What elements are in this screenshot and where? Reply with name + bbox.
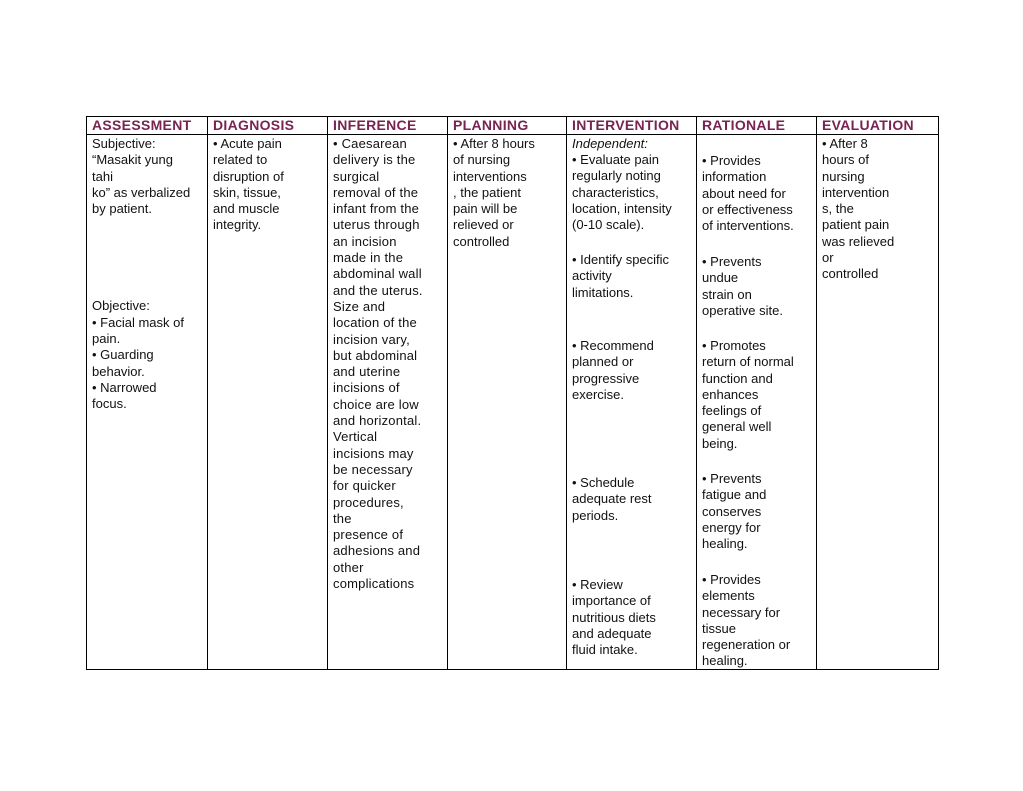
intervention-line: planned or	[572, 354, 634, 370]
evaluation-line: controlled	[822, 266, 879, 282]
intervention-line: location, intensity	[572, 200, 672, 216]
rationale-line: fatigue and	[702, 487, 767, 503]
rationale-line: being.	[702, 435, 738, 451]
rationale-cell	[697, 135, 817, 670]
rationale-line: return of normal	[702, 354, 794, 370]
rationale-item	[702, 572, 811, 670]
inference-line: and uterine	[333, 364, 401, 380]
evaluation-line: or	[822, 250, 834, 266]
planning-cell	[448, 135, 567, 670]
rationale-item	[702, 471, 811, 552]
inference-line: surgical	[333, 168, 380, 184]
rationale-line: feelings of	[702, 403, 762, 419]
inference-line: incision vary,	[333, 331, 410, 347]
intervention-line: characteristics,	[572, 184, 659, 200]
inference-line: procedures,	[333, 494, 404, 510]
rationale-line: conserves	[702, 503, 762, 519]
rationale-line: healing.	[702, 653, 748, 669]
planning-line: relieved or	[453, 217, 514, 233]
objective-item: • Narrowed	[92, 380, 202, 396]
rationale-item	[702, 153, 811, 234]
rationale-line: energy for	[702, 519, 761, 535]
planning-line: , the patient	[453, 184, 521, 200]
diagnosis-line: • Acute pain	[213, 136, 322, 152]
inference-line: an incision	[333, 233, 397, 249]
header-row	[87, 117, 939, 135]
intervention-line: fluid intake.	[572, 642, 638, 658]
rationale-item	[702, 338, 811, 452]
inference-cell	[328, 135, 448, 670]
inference-line: abdominal wall	[333, 266, 422, 282]
planning-line: of nursing	[453, 152, 511, 168]
subjective-line: tahi	[92, 168, 113, 184]
rationale-line: enhances	[702, 386, 759, 402]
rationale-line: tissue	[702, 620, 736, 636]
nursing-care-plan-table	[86, 116, 939, 670]
inference-line: but abdominal	[333, 347, 418, 363]
objective-item: • Facial mask of	[92, 315, 202, 331]
inference-line: other	[333, 559, 364, 575]
inference-line: be necessary	[333, 461, 413, 477]
intervention-line: • Review	[572, 577, 691, 593]
intervention-line: limitations.	[572, 284, 634, 300]
planning-line: pain will be	[453, 201, 518, 217]
subjective-line: “Masakit yung	[92, 152, 173, 168]
intervention-line: nutritious diets	[572, 609, 656, 625]
rationale-line: • Prevents	[702, 471, 811, 487]
planning-line: • After 8 hours	[453, 136, 561, 152]
rationale-line: elements	[702, 588, 755, 604]
intervention-item	[572, 152, 691, 233]
objective-item-cont: behavior.	[92, 363, 145, 379]
intervention-line: regularly noting	[572, 168, 661, 184]
header-inference: INFERENCE	[328, 117, 448, 135]
content-row	[87, 135, 939, 670]
intervention-item	[572, 338, 691, 403]
inference-line: complications	[333, 576, 415, 592]
evaluation-line: patient pain	[822, 217, 890, 233]
rationale-line: general well	[702, 419, 772, 435]
intervention-item	[572, 577, 691, 658]
evaluation-line: s, the	[822, 201, 854, 217]
header-assessment: ASSESSMENT	[87, 117, 208, 135]
rationale-item	[702, 254, 811, 319]
inference-line: delivery is the	[333, 152, 416, 168]
inference-line: • Caesarean	[333, 136, 442, 152]
rationale-line: of interventions.	[702, 218, 794, 234]
intervention-line: exercise.	[572, 386, 625, 402]
intervention-line: adequate rest	[572, 491, 652, 507]
independent-label: Independent:	[572, 136, 648, 151]
rationale-line: • Prevents	[702, 254, 811, 270]
evaluation-cell	[817, 135, 939, 670]
evaluation-line: intervention	[822, 184, 890, 200]
inference-line: adhesions and	[333, 543, 421, 559]
header-rationale: RATIONALE	[697, 117, 817, 135]
intervention-line: • Schedule	[572, 475, 691, 491]
inference-line: Size and	[333, 298, 386, 314]
objective-item: • Guarding	[92, 347, 202, 363]
rationale-line: • Promotes	[702, 338, 811, 354]
intervention-cell	[567, 135, 697, 670]
subjective-line: by patient.	[92, 201, 152, 217]
rationale-line: operative site.	[702, 302, 783, 318]
evaluation-line: was relieved	[822, 233, 895, 249]
intervention-line: importance of	[572, 593, 651, 609]
header-evaluation: EVALUATION	[817, 117, 939, 135]
subjective-line: ko” as verbalized	[92, 184, 191, 200]
intervention-line: activity	[572, 268, 612, 284]
header-planning: PLANNING	[448, 117, 567, 135]
rationale-line: • Provides	[702, 153, 811, 169]
intervention-line: periods.	[572, 507, 619, 523]
intervention-line: and adequate	[572, 625, 652, 641]
intervention-line: • Identify specific	[572, 252, 691, 268]
diagnosis-line: disruption of	[213, 168, 284, 184]
rationale-line: function and	[702, 370, 773, 386]
diagnosis-line: skin, tissue,	[213, 184, 281, 200]
intervention-item	[572, 252, 691, 301]
rationale-line: regeneration or	[702, 637, 791, 653]
assessment-cell	[87, 135, 208, 670]
rationale-line: • Provides	[702, 572, 811, 588]
inference-line: and horizontal.	[333, 413, 422, 429]
header-intervention: INTERVENTION	[567, 117, 697, 135]
objective-item-cont: focus.	[92, 396, 127, 412]
rationale-line: about need for	[702, 185, 786, 201]
header-diagnosis: DIAGNOSIS	[208, 117, 328, 135]
subjective-label: Subjective:	[92, 136, 156, 151]
intervention-line: • Recommend	[572, 338, 691, 354]
diagnosis-line: integrity.	[213, 217, 262, 233]
rationale-line: necessary for	[702, 604, 781, 620]
inference-line: choice are low	[333, 396, 419, 412]
inference-line: uterus through	[333, 217, 420, 233]
inference-line: location of the	[333, 315, 417, 331]
inference-line: removal of the	[333, 184, 419, 200]
inference-line: Vertical	[333, 429, 378, 445]
inference-line: and the uterus.	[333, 282, 423, 298]
intervention-line: • Evaluate pain	[572, 152, 691, 168]
inference-line: presence of	[333, 527, 404, 543]
rationale-line: undue	[702, 270, 739, 286]
inference-line: for quicker	[333, 478, 396, 494]
intervention-line: progressive	[572, 370, 640, 386]
intervention-item	[572, 475, 691, 524]
planning-line: controlled	[453, 233, 510, 249]
inference-line: incisions may	[333, 445, 414, 461]
intervention-line: (0-10 scale).	[572, 217, 645, 233]
rationale-line: or effectiveness	[702, 201, 793, 217]
inference-line: the	[333, 510, 352, 526]
inference-line: made in the	[333, 250, 404, 266]
diagnosis-line: and muscle	[213, 201, 280, 217]
evaluation-line: • After 8	[822, 136, 933, 152]
objective-item-cont: pain.	[92, 331, 121, 347]
planning-line: interventions	[453, 168, 527, 184]
diagnosis-line: related to	[213, 152, 268, 168]
rationale-line: information	[702, 169, 767, 185]
objective-label: Objective:	[92, 298, 150, 314]
evaluation-line: nursing	[822, 168, 865, 184]
rationale-line: healing.	[702, 536, 748, 552]
evaluation-line: hours of	[822, 152, 869, 168]
inference-line: incisions of	[333, 380, 400, 396]
rationale-line: strain on	[702, 286, 752, 302]
inference-line: infant from the	[333, 201, 420, 217]
diagnosis-cell	[208, 135, 328, 670]
